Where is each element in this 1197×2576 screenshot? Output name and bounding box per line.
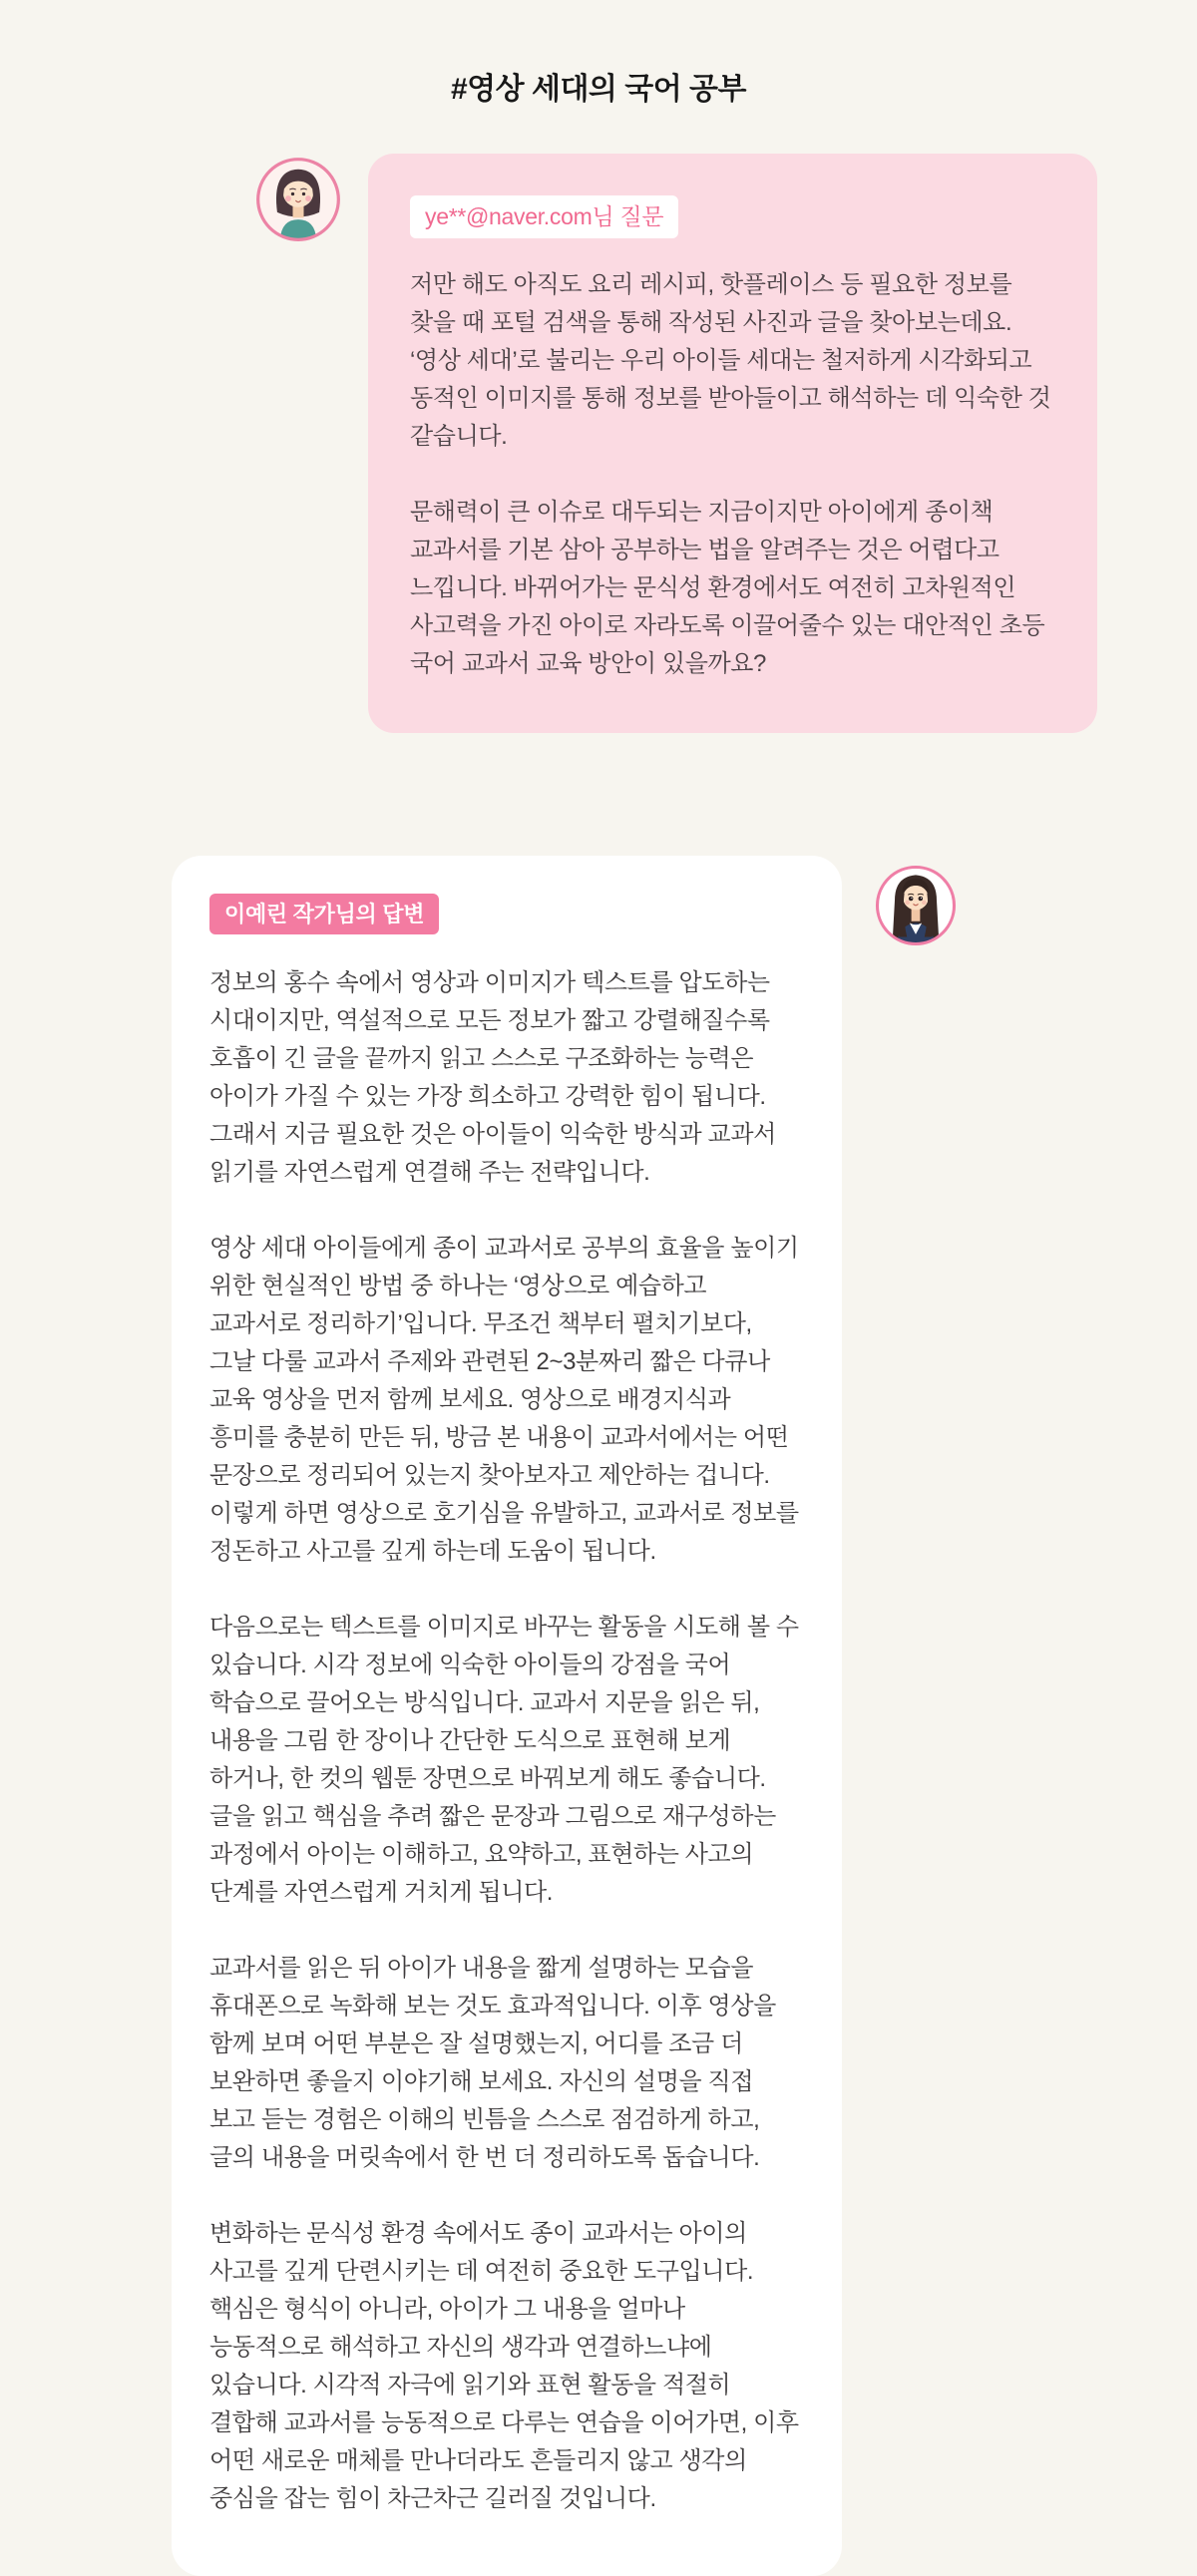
answer-paragraph-4: 교과서를 읽은 뒤 아이가 내용을 짧게 설명하는 모습을 휴대폰으로 녹화해 보는 것도 효과적입니다. 이후 영상을 함께 보며 어떤 부분은 잘 설명했는지, 어디를 조금 더 보완하면 좋을지 이야기해 보세요. 자신의 설명을 직접 보고 듣는 경험은 이해의 빈틈을 스스로 점검하게 하고, 글의 내용을 머릿속에서 한 번 더 정리하도록 돕습니다. <box>209 1955 776 2172</box>
question-text <box>410 266 1053 683</box>
answerer-avatar-icon <box>874 864 958 947</box>
answer-section <box>172 856 958 2576</box>
question-paragraph-2: 문해력이 큰 이슈로 대두되는 지금이지만 아이에게 종이책 교과서를 기본 삼아 공부하는 법을 알려주는 것은 어렵다고 느낍니다. 바뀌어가는 문식성 환경에서도 여전히 고차원적인 사고력을 가진 아이로 자라도록 이끌어줄수 있는 대안적인 초등 국어 교과서 교육 방안이 있을까요? <box>410 498 1045 677</box>
page-title: #영상 세대의 국어 공부 <box>450 73 746 106</box>
question-author-badge: ye**@naver.com님 질문 <box>410 195 678 238</box>
question-bubble <box>368 154 1097 733</box>
answer-card <box>172 856 842 2576</box>
answer-paragraph-3: 다음으로는 텍스트를 이미지로 바꾸는 활동을 시도해 볼 수 있습니다. 시각 정보에 익숙한 아이들의 강점을 국어 학습으로 끌어오는 방식입니다. 교과서 지문을 읽은 뒤, 내용을 그림 한 장이나 간단한 도식으로 표현해 보게 하거나, 한 컷의 웹툰 장면으로 바꿔보게 해도 좋습니다. 글을 읽고 핵심을 추려 짧은 문장과 그림으로 재구성하는 과정에서 아이는 이해하고, 요약하고, 표현하는 사고의 단계를 자연스럽게 거치게 됩니다. <box>209 1614 799 1907</box>
answer-paragraph-5: 변화하는 문식성 환경 속에서도 종이 교과서는 아이의 사고를 깊게 단련시키는 데 여전히 중요한 도구입니다. 핵심은 형식이 아니라, 아이가 그 내용을 얼마나 능동적으로 해석하고 자신의 생각과 연결하느냐에 있습니다. 시각적 자극에 읽기와 표현 활동을 적절히 결합해 교과서를 능동적으로 다루는 연습을 이어가면, 이후 어떤 새로운 매체를 만나더라도 흔들리지 않고 생각의 중심을 잡는 힘이 차근차근 길러질 것입니다. <box>209 2220 799 2513</box>
answer-paragraph-1: 정보의 홍수 속에서 영상과 이미지가 텍스트를 압도하는 시대이지만, 역설적으로 모든 정보가 짧고 강렬해질수록 호흡이 긴 글을 끝까지 읽고 스스로 구조화하는 능력은 아이가 가질 수 있는 가장 희소하고 강력한 힘이 됩니다. 그래서 지금 필요한 것은 아이들이 익숙한 방식과 교과서 읽기를 자연스럽게 연결해 주는 전략입니다. <box>209 969 776 1187</box>
answer-text <box>209 964 802 2518</box>
answer-author-badge: 이예린 작가님의 답변 <box>209 894 439 935</box>
answer-paragraph-2: 영상 세대 아이들에게 종이 교과서로 공부의 효율을 높이기 위한 현실적인 방법 중 하나는 ‘영상으로 예습하고 교과서로 정리하기’입니다. 무조건 책부터 펼치기보다, 그날 다룰 교과서 주제와 관련된 2~3분짜리 짧은 다큐나 교육 영상을 먼저 함께 보세요. 영상으로 배경지식과 흥미를 충분히 만든 뒤, 방금 본 내용이 교과서에서는 어떤 문장으로 정리되어 있는지 찾아보자고 제안하는 겁니다. 이렇게 하면 영상으로 호기심을 유발하고, 교과서로 정보를 정돈하고 사고를 깊게 하는데 도움이 됩니다. <box>209 1235 799 1566</box>
question-paragraph-1: 저만 해도 아직도 요리 레시피, 핫플레이스 등 필요한 정보를 찾을 때 포털 검색을 통해 작성된 사진과 글을 찾아보는데요. ‘영상 세대’로 불리는 우리 아이들 세대는 철저하게 시각화되고 동적인 이미지를 통해 정보를 받아들이고 해석하는 데 익숙한 것 같습니다. <box>410 270 1051 450</box>
questioner-avatar-icon <box>254 156 342 243</box>
question-section <box>254 154 1097 733</box>
